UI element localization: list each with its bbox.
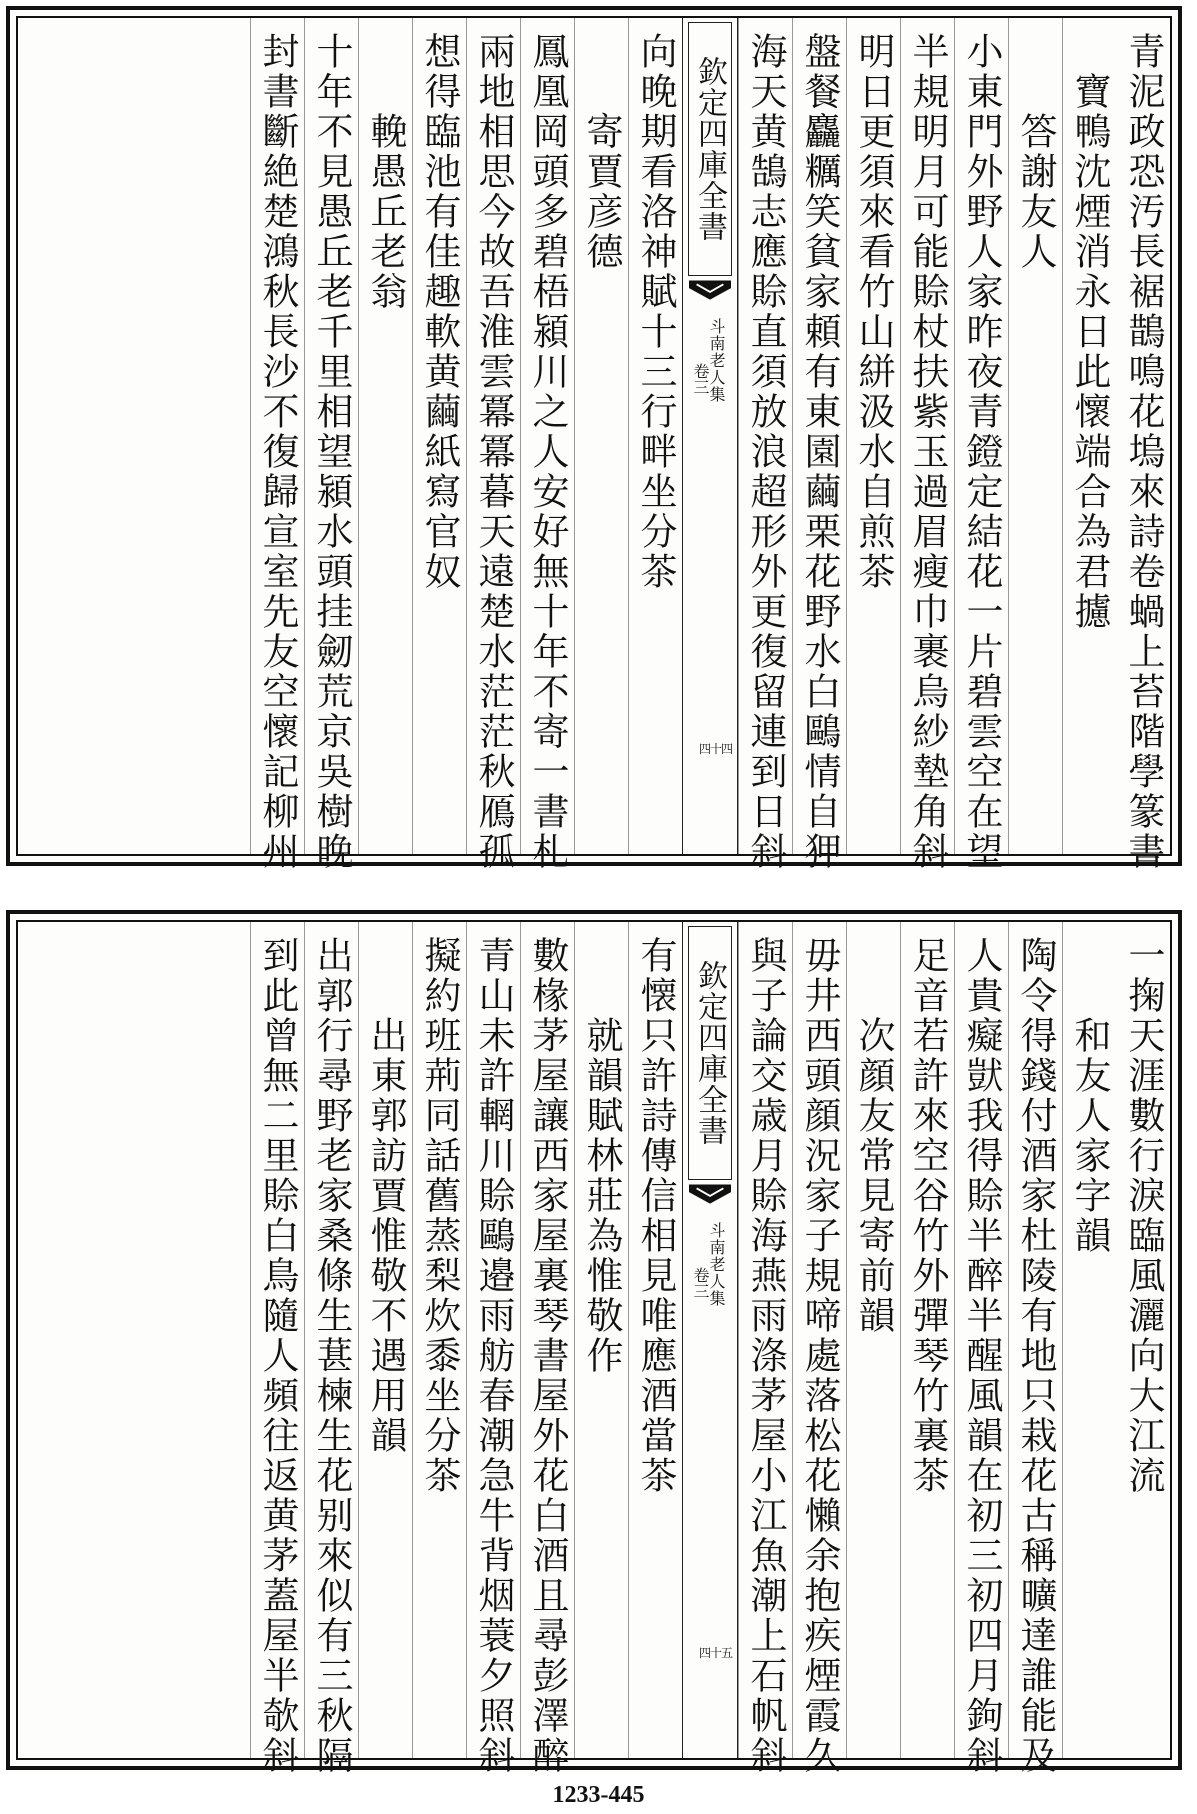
text-column — [846, 922, 900, 1758]
text-column — [250, 18, 304, 872]
text-column — [304, 18, 358, 872]
poem-line: 青山未許輞川賒鷗邉雨舫春潮急牛背烟蓑夕照斜 — [472, 936, 515, 1776]
text-column — [574, 18, 628, 854]
spine-page-number: 四十五 — [699, 1646, 733, 1660]
text-column — [466, 18, 520, 872]
poem-title: 寄賈彦德 — [580, 112, 623, 272]
poem-line: 海天黄鵠志應賒直須放浪超形外更復留連到日斜 — [744, 32, 787, 872]
text-column — [846, 18, 900, 854]
text-column — [792, 18, 846, 872]
text-column — [412, 922, 466, 1758]
spine-title: 欽定四庫全書 — [688, 926, 732, 1180]
text-column — [1008, 18, 1062, 854]
poem-line: 到此曾無二里賒白鳥隨人頻往返黄茅蓋屋半欹斜 — [256, 936, 299, 1776]
poem-line: 半規明月可能賒杖扶紫玉過眉瘦巾裹烏紗墊角斜 — [906, 32, 949, 872]
poem-line: 十年不見愚丘老千里相望潁水頭挂劒荒京吳樹晚 — [310, 32, 353, 872]
upper-page — [6, 6, 1182, 872]
text-column — [358, 18, 412, 854]
lower-page-frame — [16, 920, 1172, 1776]
text-column — [628, 922, 682, 1758]
text-column — [738, 922, 792, 1776]
poem-line: 陶令得錢付酒家杜陵有地只栽花古稱曠達誰能及 — [1014, 936, 1057, 1776]
page-code: 1233-445 — [552, 1782, 645, 1808]
text-column — [954, 922, 1008, 1776]
poem-title: 答謝友人 — [1014, 112, 1057, 272]
text-column — [1116, 922, 1170, 1758]
poem-line: 明日更須來看竹山絣汲水自煎茶 — [852, 32, 895, 592]
text-column — [520, 18, 574, 872]
upper-page-frame — [16, 16, 1172, 872]
poem-line: 毋井西頭顔況家子規啼處落松花懶余抱疾煙霞久 — [798, 936, 841, 1776]
spine-volume: 卷三 — [691, 1267, 710, 1299]
poem-line: 出郭行尋野老家桑條生葚楝生花别來似有三秋隔 — [310, 936, 353, 1776]
text-column — [1116, 18, 1170, 872]
center-spine — [682, 922, 738, 1758]
poem-line: 盤餐麤糲笑貧家頼有東園繭栗花野水白鷗情自狎 — [798, 32, 841, 872]
poem-line: 有懐只許詩傳信相見唯應酒當茶 — [634, 936, 677, 1496]
spine-title: 欽定四庫全書 — [688, 22, 732, 276]
spine-volume: 卷三 — [691, 363, 710, 395]
text-column — [1008, 922, 1062, 1776]
text-column — [574, 922, 628, 1758]
poem-title: 寶鴨沈煙消永日此懷端合為君攄 — [1068, 72, 1111, 632]
text-column — [628, 18, 682, 854]
text-column — [900, 18, 954, 872]
text-column — [738, 18, 792, 872]
text-column — [412, 18, 466, 854]
poem-line: 擬約班荊同話舊蒸梨炊黍坐分茶 — [418, 936, 461, 1496]
fish-tail-ornament — [689, 1184, 731, 1206]
center-spine — [682, 18, 738, 854]
text-column — [1062, 922, 1116, 1758]
poem-line: 足音若許來空谷竹外彈琴竹裏茶 — [906, 936, 949, 1496]
text-column — [900, 922, 954, 1758]
text-column — [954, 18, 1008, 872]
spine-book-title: 斗南老人集 — [707, 1222, 726, 1307]
poem-title: 輓愚丘老翁 — [364, 112, 407, 312]
poem-line: 一掬天涯數行淚臨風灑向大江流 — [1122, 936, 1165, 1496]
text-column — [466, 922, 520, 1776]
lower-page — [6, 910, 1182, 1776]
text-column — [358, 922, 412, 1758]
text-column — [250, 922, 304, 1776]
spine-page-number: 四十四 — [699, 742, 733, 756]
poem-line: 封書斷絶楚鴻秋長沙不復歸宣室先友空懷記柳州 — [256, 32, 299, 872]
poem-line: 與子論交歳月賒海燕雨涤茅屋小江魚潮上石帆斜 — [744, 936, 787, 1776]
poem-title: 次顔友常見寄前韻 — [852, 1016, 895, 1336]
text-column — [520, 922, 574, 1776]
poem-line: 小東門外野人家昨夜青鐙定結花一片碧雲空在望 — [960, 32, 1003, 872]
poem-line: 青泥政恐汚長裾鵲鳴花塢來詩卷蝸上苔階學篆書 — [1122, 32, 1165, 872]
text-column — [1062, 18, 1116, 854]
text-column — [792, 922, 846, 1776]
poem-title: 和友人家字韻 — [1068, 1016, 1111, 1256]
poem-title: 出東郭訪賈惟敬不遇用韻 — [364, 1016, 407, 1456]
poem-line: 數椽茅屋讓西家屋裏琴書屋外花白酒且尋彭澤醉 — [526, 936, 569, 1776]
text-column — [304, 922, 358, 1776]
fish-tail-ornament — [689, 280, 731, 302]
poem-title: 就韻賦林莊為惟敬作 — [580, 1016, 623, 1376]
poem-line: 人貴癡獃我得賒半醉半醒風韻在初三初四月鉤斜 — [960, 936, 1003, 1776]
poem-line: 向晚期看洛神賦十三行畔坐分茶 — [634, 32, 677, 592]
spine-book-title: 斗南老人集 — [707, 318, 726, 403]
poem-line: 鳳凰岡頭多碧梧潁川之人安好無十年不寄一書札 — [526, 32, 569, 872]
poem-line: 兩地相思今故吾淮雲冪冪暮天遠楚水茫茫秋鴈孤 — [472, 32, 515, 872]
poem-line: 想得臨池有佳趣軟黄繭紙寫官奴 — [418, 32, 461, 592]
